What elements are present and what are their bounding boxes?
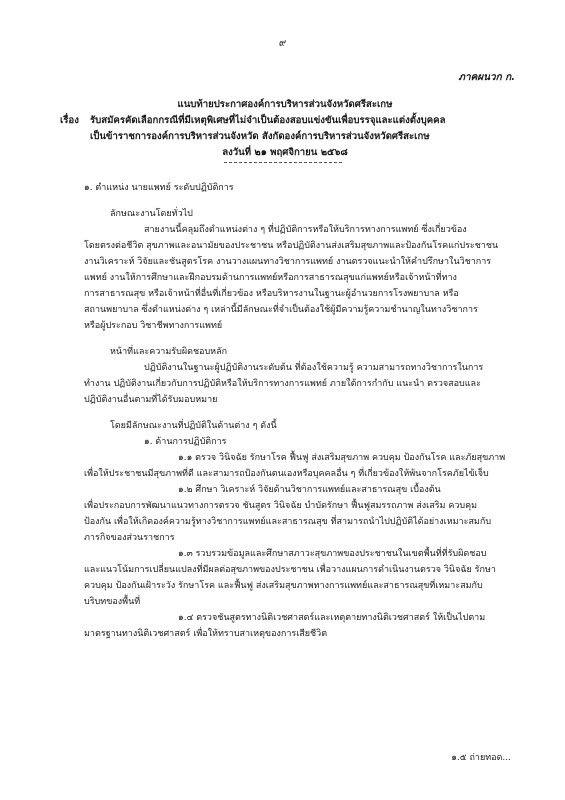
continuation-marker: ๑.๕ ถ่ายทอด... [451, 753, 511, 763]
item-1-4-line: มาตรฐานทางนิติเวชศาสตร์ เพื่อให้ทราบสาเหตุของการเสียชีวิต [84, 629, 328, 639]
duty-line: ทำงาน ปฏิบัติงานเกี่ยวกับการปฏิบัติหรือให้บริการทางการแพทย์ ภายใต้การกำกับ แนะนำ ตรวจสอบและ [84, 379, 481, 389]
general-line: สถานพยาบาล ซึ่งตำแหน่งต่าง ๆ เหล่านี้มีลักษณะที่จำเป็นต้องใช้ผู้มีความรู้ความชำนาญในทางวิชาการ [84, 305, 478, 315]
general-line: การสาธารณสุข หรือเจ้าหน้าที่อื่นที่เกี่ยวข้อง หรือบริหารงานในฐานะผู้อำนวยการโรงพยาบาล หรือ [84, 289, 459, 299]
general-heading: ลักษณะงานโดยทั่วไป [110, 209, 193, 219]
areas-heading: โดยมีลักษณะงานที่ปฏิบัติในด้านต่าง ๆ ดังนี้ [110, 421, 277, 431]
header-line-1: แนบท้ายประกาศองค์การบริหารส่วนจังหวัดศรีสะเกษ [177, 99, 393, 110]
date-line: ลงวันที่ ๒๑ พฤศจิกายน ๒๕๖๘ [222, 147, 348, 158]
subject-line-1: รับสมัครคัดเลือกกรณีที่มีเหตุพิเศษที่ไม่จำเป็นต้องสอบแข่งขันเพื่อบรรจุและแต่งตั้งบุคคล [90, 115, 446, 126]
general-line: สายงานนี้คลุมถึงตำแหน่งต่าง ๆ ที่ปฏิบัติการหรือให้บริการทางการแพทย์ ซึ่งเกี่ยวข้อง [144, 225, 467, 235]
duty-line: ปฏิบัติงานในฐานะผู้ปฏิบัติงานระดับต้น ที่ต้องใช้ความรู้ ความสามารถทางวิชาการในการ [144, 363, 484, 373]
page-number: ๙ [278, 38, 287, 49]
subject-block [60, 113, 510, 145]
subject-label: เรื่อง [60, 115, 79, 126]
general-line: หรือผู้ประกอบ วิชาชีพทางการแพทย์ [84, 321, 223, 331]
document-body [84, 180, 514, 642]
dashed-divider [224, 162, 342, 163]
item-1-2-line: ป้องกัน เพื่อให้เกิดองค์ความรู้ทางวิชาการแพทย์และสาธารณสุข ที่สามารถนำไปปฏิบัติได้อย่างเหมาะสมกับ [84, 517, 492, 527]
position-title: ๑. ตำแหน่ง นายแพทย์ ระดับปฏิบัติการ [84, 183, 234, 193]
item-1-3-line: ๑.๓ รวบรวมข้อมูลและศึกษาสภาวะสุขภาพของประชาชนในเขตพื้นที่ที่รับผิดชอบ [178, 549, 487, 559]
item-1-3-line: ควบคุม ป้องกันเฝ้าระวัง รักษาโรค และฟื้นฟู ส่งเสริมสุขภาพทางการแพทย์และสาธารณสุขที่เหมาะสมกับ [84, 581, 483, 591]
annex-label: ภาคผนวก ก. [458, 72, 515, 83]
general-line: งานวิเคราะห์ วิจัยและชันสูตรโรค งานวางแผนทางวิชาการแพทย์ งานตรวจแนะนำให้คำปรึกษาในวิชาการ [84, 257, 492, 267]
general-line: แพทย์ งานให้การศึกษาและฝึกอบรมด้านการแพทย์หรือการสาธารณสุขแก่แพทย์หรือเจ้าหน้าที่ทาง [84, 273, 457, 283]
item-1-2-line: เพื่อประกอบการพัฒนาแนวทางการตรวจ ชันสูตร วินิจฉัย บำบัดรักษา ฟื้นฟูสมรรถภาพ ส่งเสริม ควบคุม [84, 501, 478, 511]
item-1-1-line: ๑.๑ ตรวจ วินิจฉัย รักษาโรค ฟื้นฟู ส่งเสริมสุขภาพ ควบคุม ป้องกันโรค และภัยสุขภาพ [178, 453, 506, 463]
duty-heading: หน้าที่และความรับผิดชอบหลัก [110, 347, 228, 357]
general-line: โดยตรงต่อชีวิต สุขภาพและอนามัยของประชาชน หรือปฏิบัติงานส่งเสริมสุขภาพและป้องกันโรคแก่ประชาชน [84, 241, 499, 251]
subject-line-2: เป็นข้าราชการองค์การบริหารส่วนจังหวัด สังกัดองค์การบริหารส่วนจังหวัดศรีสะเกษ [90, 131, 430, 142]
item-1-3-line: และแนวโน้มการเปลี่ยนแปลงที่มีผลต่อสุขภาพของประชาชน เพื่อวางแผนการดำเนินงานตรวจ วินิจฉัย รักษา [84, 565, 496, 575]
item-1-1-line: เพื่อให้ประชาชนมีสุขภาพที่ดี และสามารถป้องกันตนเองหรือบุคคลอื่น ๆ ที่เกี่ยวข้องให้พ้นจากโรคภัยไข้เจ็บ [84, 469, 489, 479]
duty-line: ปฏิบัติงานอื่นตามที่ได้รับมอบหมาย [84, 395, 218, 405]
announcement-header [60, 97, 510, 161]
item-1-4-line: ๑.๔ ตรวจชันสูตรทางนิติเวชศาสตร์และเหตุตายทางนิติเวชศาสตร์ ให้เป็นไปตาม [178, 613, 486, 623]
item-1-2-line: ๑.๒ ศึกษา วิเคราะห์ วิจัยด้านวิชาการแพทย์และสาธารณสุข เบื้องต้น [178, 485, 441, 495]
subject-text [90, 113, 510, 145]
item-1-2-line: ภารกิจของส่วนราชการ [84, 533, 175, 543]
area-1-heading: ๑. ด้านการปฏิบัติการ [144, 437, 227, 447]
item-1-3-line: บริบทของพื้นที่ [84, 597, 141, 607]
